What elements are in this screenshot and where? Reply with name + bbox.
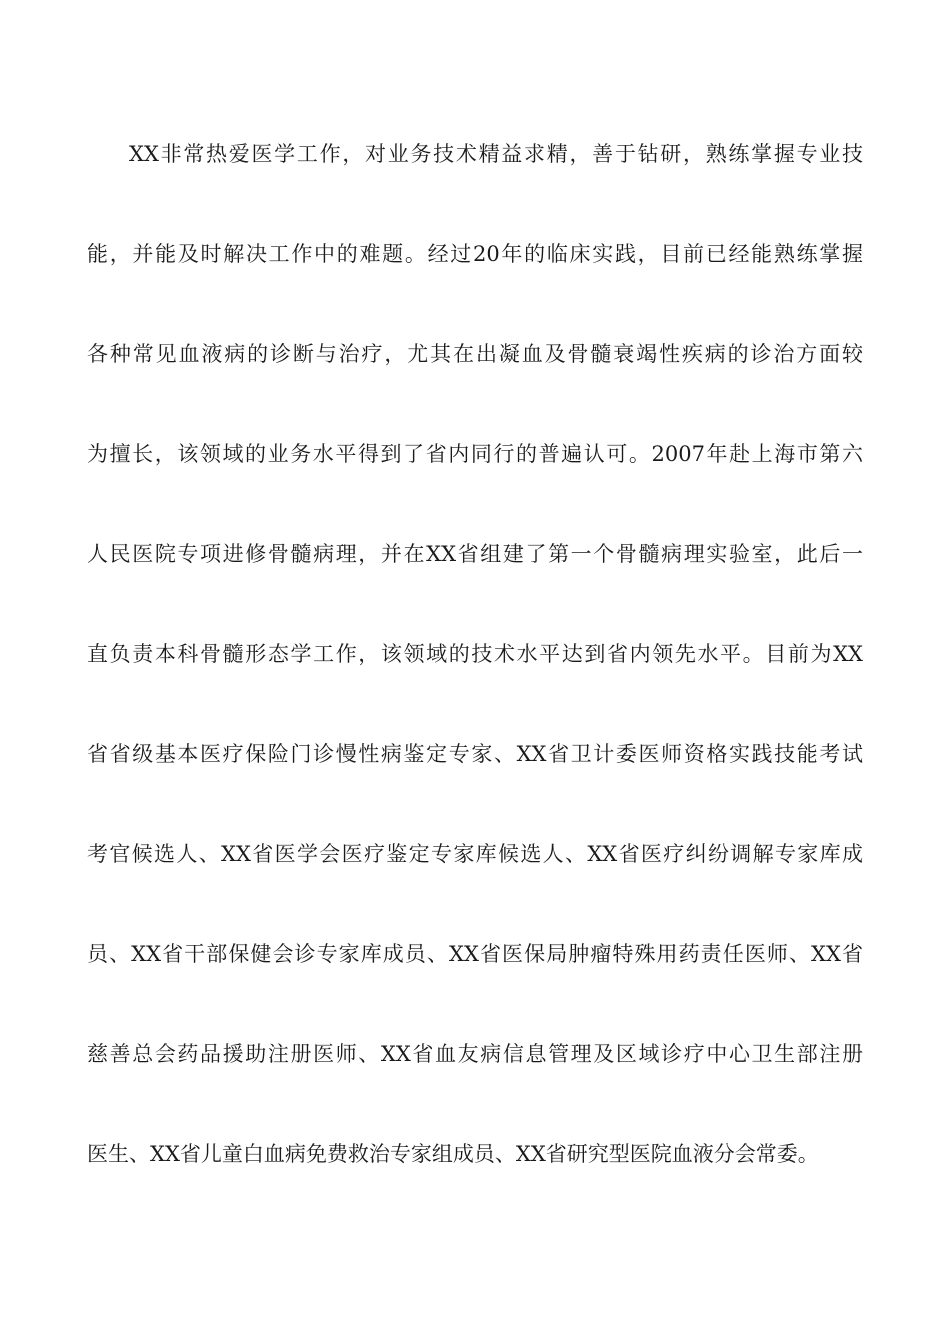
paragraph-line: 考官候选人、XX省医学会医疗鉴定专家库候选人、XX省医疗纠纷调解专家库成 [87, 842, 863, 866]
paragraph-line: 省省级基本医疗保险门诊慢性病鉴定专家、XX省卫计委医师资格实践技能考试 [87, 742, 863, 766]
paragraph-line: 医生、XX省儿童白血病免费救治专家组成员、XX省研究型医院血液分会常委。 [87, 1142, 819, 1166]
paragraph-line: 慈善总会药品援助注册医师、XX省血友病信息管理及区域诊疗中心卫生部注册 [87, 1042, 863, 1066]
body-paragraph [87, 128, 863, 1228]
paragraph-line: XX非常热爱医学工作，对业务技术精益求精，善于钻研，熟练掌握专业技 [129, 142, 863, 166]
paragraph-line: 人民医院专项进修骨髓病理，并在XX省组建了第一个骨髓病理实验室，此后一 [87, 542, 863, 566]
paragraph-line: 各种常见血液病的诊断与治疗，尤其在出凝血及骨髓衰竭性疾病的诊治方面较 [87, 342, 863, 366]
paragraph-line: 为擅长，该领域的业务水平得到了省内同行的普遍认可。2007年赴上海市第六 [87, 442, 863, 466]
paragraph-line: 员、XX省干部保健会诊专家库成员、XX省医保局肿瘤特殊用药责任医师、XX省 [87, 942, 863, 966]
paragraph-line: 能，并能及时解决工作中的难题。经过20年的临床实践，目前已经能熟练掌握 [87, 242, 863, 266]
paragraph-line: 直负责本科骨髓形态学工作，该领域的技术水平达到省内领先水平。目前为XX [87, 642, 863, 666]
